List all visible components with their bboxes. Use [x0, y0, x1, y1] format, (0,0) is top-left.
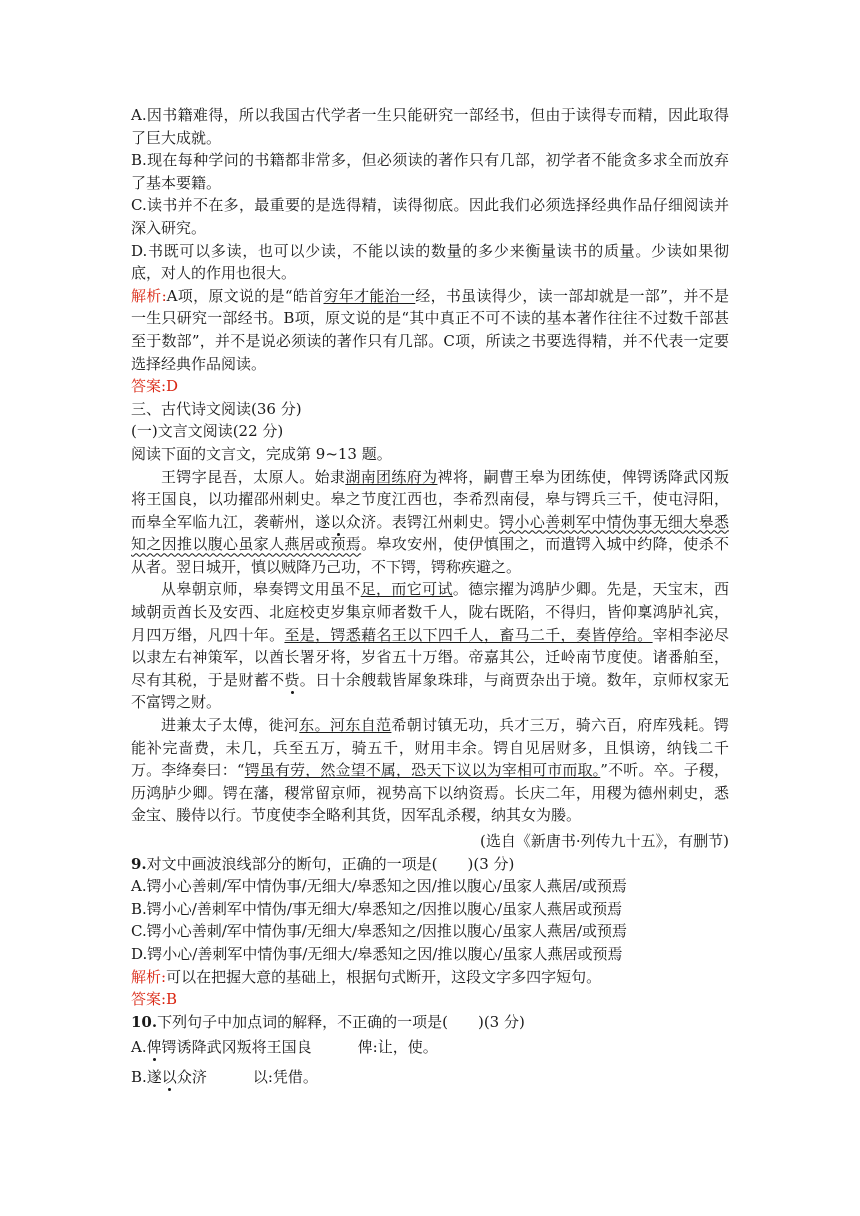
p1-text-c: 裨将，嗣曹王皋为团练使，俾锷诱降武冈叛将王国良，以功擢邵州刺史。皋之节度江西也，李希烈南侵，皋与锷兵三千，使屯浔阳，而皋全军临九江，袭蕲州，遂 [131, 467, 729, 531]
p1-text-e: 。皋攻安州，使伊慎围之，而遣锷入城中约降，使杀不从者。翌日城开，慎以贼降乃己功，不下锷，锷称疾避之。 [131, 535, 729, 576]
q10-b-prefix: B.遂 [131, 1067, 162, 1086]
p2-text-c: 。德宗擢为鸿胪少卿。先是，天宝末，西域朝贡酋长及安西、北庭校吏岁集京师者数千人，陇右既陷，不得归，皆仰稟鸿胪礼宾，月四万缗，凡四十年。 [131, 580, 729, 644]
answer-prev: 答案:D [131, 377, 179, 396]
p3-underlined-2: 锷虽有劳，然佥望不属，恐天下议以为宰相可市而取。 [244, 761, 601, 780]
p2-dotted-char: 赀 [284, 670, 300, 689]
subsection-title: (一)文言文阅读(22 分) [131, 422, 284, 441]
p3-text-c: 希朝讨镇无功，兵才三万，骑六百，府库残耗。锷能补完啬费，未几，兵至五万，骑五千，财用丰余。锷自见居财多，且惧谤，纳钱二千万。李绛奏曰：“ [131, 716, 729, 780]
question-9-number: 9. [131, 854, 147, 873]
passage-paragraph-3 [131, 714, 729, 827]
passage-paragraph-1 [131, 466, 729, 579]
document-page [131, 104, 729, 1089]
p2-underlined-1: 足，而它可试 [360, 580, 453, 599]
question-10-stem [131, 1011, 729, 1034]
q10-b-sentence: 众济 [176, 1067, 207, 1086]
p1-text-a: 王锷字昆吾，太原人。始隶 [161, 467, 346, 486]
analysis-prev [131, 285, 729, 375]
q10-b-gloss: 以:凭借。 [252, 1067, 318, 1086]
section-title: 三、古代诗文阅读(36 分) [131, 399, 302, 418]
question-9-stem [131, 853, 729, 876]
q10-a-dotted-char: 俾 [146, 1038, 162, 1057]
analysis-text-2: 经，书虽读得少，读一部却就是一部”，并不是一生只研究一部经书。B项，原文说的是“其中真正不可不读的基本著作往往不过数千部甚至于数部”，并不是说必须读的著作只有几部。C项，所读之书要选得精，并不代表一定要选择经典作品阅读。 [131, 286, 729, 373]
q9-analysis-text: 可以在把握大意的基础上，根据句式断开，这段文字多四字短句。 [166, 967, 602, 986]
q10-a-sentence: 锷诱降武冈叛将王国良 [161, 1038, 312, 1057]
q9-answer: 答案:B [131, 990, 178, 1009]
passage-source: (选自《新唐书·列传九十五》，有删节) [480, 832, 729, 850]
p2-text-e: 宰相李泌尽以隶左右神策军，以酋长署牙将，岁省五十万缗。帝嘉其公，迁岭南节度使。诸番舶至，尽有其税，于是财蓄不 [131, 625, 729, 689]
question-10-number: 10. [131, 1012, 158, 1031]
question-9-text: 对文中画波浪线部分的断句，正确的一项是( )(3 分) [146, 854, 515, 873]
option-d-prev: D.书既可以多读，也可以少读，不能以读的数量的多少来衡量读书的质量。少读如果彻底，对人的作用也很大。 [131, 241, 729, 283]
q10-b-dotted-char: 以 [161, 1067, 177, 1086]
analysis-text-1: A项，原文说的是“皓首 [166, 286, 324, 305]
option-a-prev: A.因书籍难得，所以我国古代学者一生只能研究一部经书，但由于读得专而精，因此取得了巨大成就。 [131, 106, 729, 147]
q10-a-prefix: A. [131, 1038, 147, 1057]
option-b-prev: B.现在每种学问的书籍都非常多，但必须读的著作只有几部，初学者不能贪多求全而放弃了基本要籍。 [131, 151, 729, 192]
q9-option-b: B.锷小心/善刺军中情伪/事无细大/皋悉知之/因推以腹心/虽家人燕居或预焉 [131, 899, 623, 918]
p1-text-d: 众济。表锷江州刺史。 [345, 512, 500, 531]
p1-dotted-char: 以 [330, 512, 346, 531]
q10-a-gloss: 俾:让，使。 [357, 1038, 438, 1057]
p3-underlined-1: 东。河东自范 [299, 716, 392, 735]
p2-text-f: 。日十余艘载皆犀象珠琲，与商贾杂出于境。数年，京师权家无不富锷之财。 [131, 670, 729, 712]
p2-underlined-2: 至是，锷悉藉名王以下四千人，畜马二千，奏皆停给。 [284, 625, 653, 644]
q10-option-a [131, 1036, 729, 1059]
analysis-label: 解析: [131, 286, 167, 305]
question-10-text: 下列句子中加点词的解释，不正确的一项是( )(3 分) [157, 1012, 525, 1031]
p3-text-e: ”不听。卒。子稷，历鸿胪少卿。锷在藩，稷常留京师，视势高下以纳资焉。长庆二年，用稷为德州刺史，悉金宝、媵侍以行。节度使李全略利其货，因军乱杀稷，纳其女为媵。 [131, 761, 729, 825]
passage-paragraph-2 [131, 578, 729, 714]
q9-option-c: C.锷小心善刺/军中情伪事/无细大/皋悉知之/因推以腹心/虽家人燕居/或预焉 [131, 922, 628, 941]
p2-text-a: 从皋朝京师，皋奏锷文用虽不 [161, 580, 361, 599]
q10-option-b [131, 1066, 729, 1089]
analysis-underlined: 穷年才能治一 [323, 286, 416, 305]
reading-instruction: 阅读下面的文言文，完成第 9~13 题。 [131, 444, 392, 463]
q9-analysis-label: 解析: [131, 967, 167, 986]
p1-underlined: 湖南团练府为 [345, 467, 438, 486]
q9-option-d: D.锷小心/善刺军中情伪事/无细大/皋悉知之因/推以腹心/虽家人燕居或预焉 [131, 944, 623, 963]
q9-analysis [131, 966, 729, 989]
p1-wavy-segment: 锷小心善刺军中情伪事无细大皋悉知之因推以腹心虽家人燕居或预焉 [131, 512, 729, 554]
q9-option-a: A.锷小心善刺/军中情伪事/无细大/皋悉知之因/推以腹心/虽家人燕居/或预焉 [131, 877, 627, 896]
p3-text-a: 进兼太子太傅，徙河 [161, 716, 300, 735]
option-c-prev: C.读书并不在多，最重要的是选得精，读得彻底。因此我们必须选择经典作品仔细阅读并深入研究。 [131, 196, 729, 237]
